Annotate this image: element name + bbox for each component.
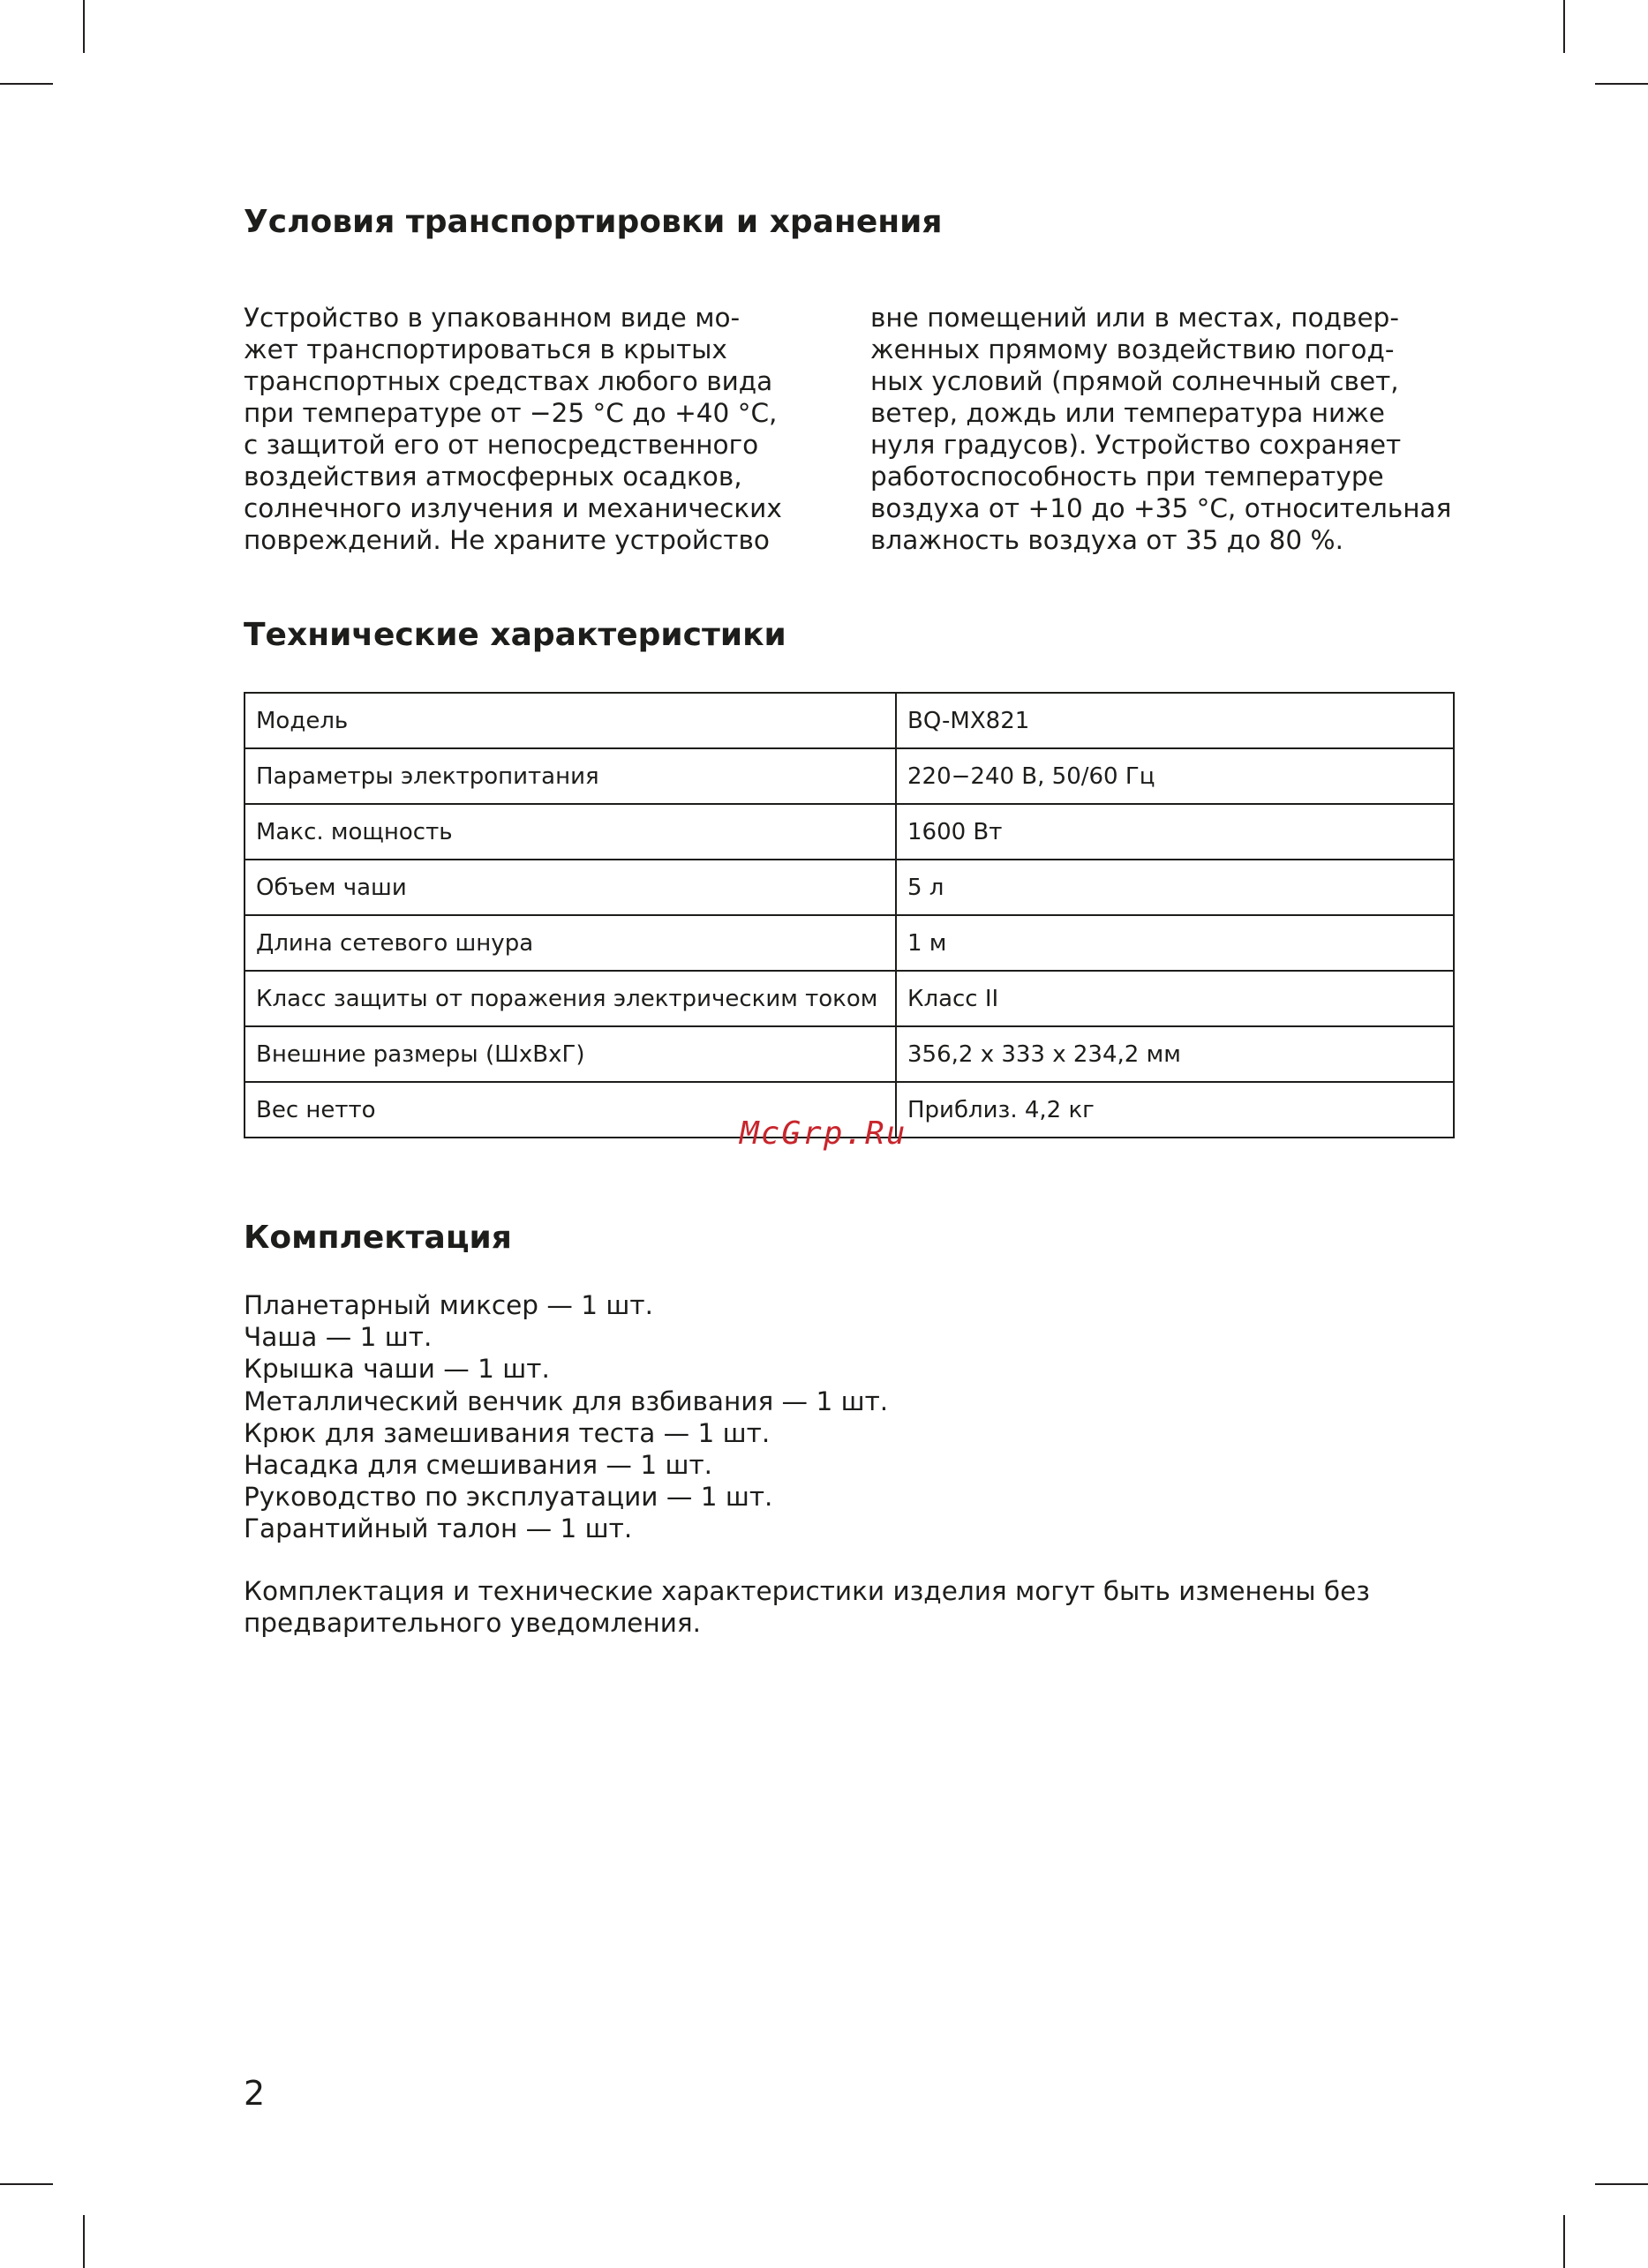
spec-row (245, 860, 1454, 915)
kit-item: Крышка чаши — 1 шт. (244, 1354, 550, 1385)
spec-row (245, 915, 1454, 971)
specs-title: Технические характеристики (244, 617, 786, 653)
crop-mark (83, 2215, 85, 2268)
crop-mark (1595, 83, 1648, 85)
spec-row (245, 971, 1454, 1026)
spec-value: Класс II (896, 971, 1454, 1026)
spec-label: Модель (245, 693, 896, 748)
spec-row (245, 693, 1454, 748)
crop-mark (1595, 2183, 1648, 2185)
spec-row (245, 1026, 1454, 1082)
crop-mark (0, 83, 53, 85)
spec-label: Параметры электропитания (245, 748, 896, 804)
spec-value: 220−240 В, 50/60 Гц (896, 748, 1454, 804)
spec-label: Вес нетто (245, 1082, 896, 1138)
spec-value: BQ-MX821 (896, 693, 1454, 748)
kit-item: Крюк для замешивания теста — 1 шт. (244, 1417, 771, 1448)
spec-row (245, 748, 1454, 804)
spec-label: Макс. мощность (245, 804, 896, 860)
spec-label: Длина сетевого шнура (245, 915, 896, 971)
kit-item: Металлический венчик для взбивания — 1 шт. (244, 1386, 889, 1416)
watermark: McGrp.Ru (740, 1115, 907, 1152)
spec-label: Объем чаши (245, 860, 896, 915)
spec-value: Приблиз. 4,2 кг (896, 1082, 1454, 1138)
crop-mark (1563, 2215, 1565, 2268)
spec-label: Класс защиты от поражения электрическим током (245, 971, 896, 1026)
transport-title: Условия транспортировки и хранения (244, 204, 943, 240)
kit-note: Комплектация и технические характеристики изделия могут быть изменены без предварительного уведомления. (244, 1576, 1370, 1638)
crop-mark (1563, 0, 1565, 53)
kit-item: Чаша — 1 шт. (244, 1322, 433, 1353)
kit-item: Насадка для смешивания — 1 шт. (244, 1450, 713, 1481)
kit-title: Комплектация (244, 1220, 512, 1256)
kit-item: Планетарный миксер — 1 шт. (244, 1290, 653, 1320)
crop-mark (83, 0, 85, 53)
transport-text-col2: вне помещений или в местах, подвер- женных прямому воздействию погод- ных условий (прямой солнечный свет, ветер, дождь или температура ниже нуля градусов). Устройство сохраняет работоспособность при температуре воздуха от +10 до +35 °C, относительная влажность воздуха от 35 до 80 %. (870, 303, 1452, 555)
transport-text-col1: Устройство в упакованном виде мо- жет транспортироваться в крытых транспортных средствах любого вида при температуре от −25 °C до +40 °C, с защитой его от непосредственного воздействия атмосферных осадков, солнечного излучения и механических повреждений. Не храните устройство (244, 303, 782, 555)
crop-mark (0, 2183, 53, 2185)
spec-row (245, 804, 1454, 860)
kit-item: Гарантийный талон — 1 шт. (244, 1513, 633, 1544)
spec-value: 1600 Вт (896, 804, 1454, 860)
spec-value: 1 м (896, 915, 1454, 971)
spec-value: 5 л (896, 860, 1454, 915)
kit-list (244, 1289, 888, 1545)
spec-value: 356,2 х 333 х 234,2 мм (896, 1026, 1454, 1082)
kit-item: Руководство по эксплуатации — 1 шт. (244, 1482, 773, 1513)
spec-label: Внешние размеры (ШхВхГ) (245, 1026, 896, 1082)
specs-table (244, 692, 1455, 1138)
page-number: 2 (244, 2074, 266, 2113)
